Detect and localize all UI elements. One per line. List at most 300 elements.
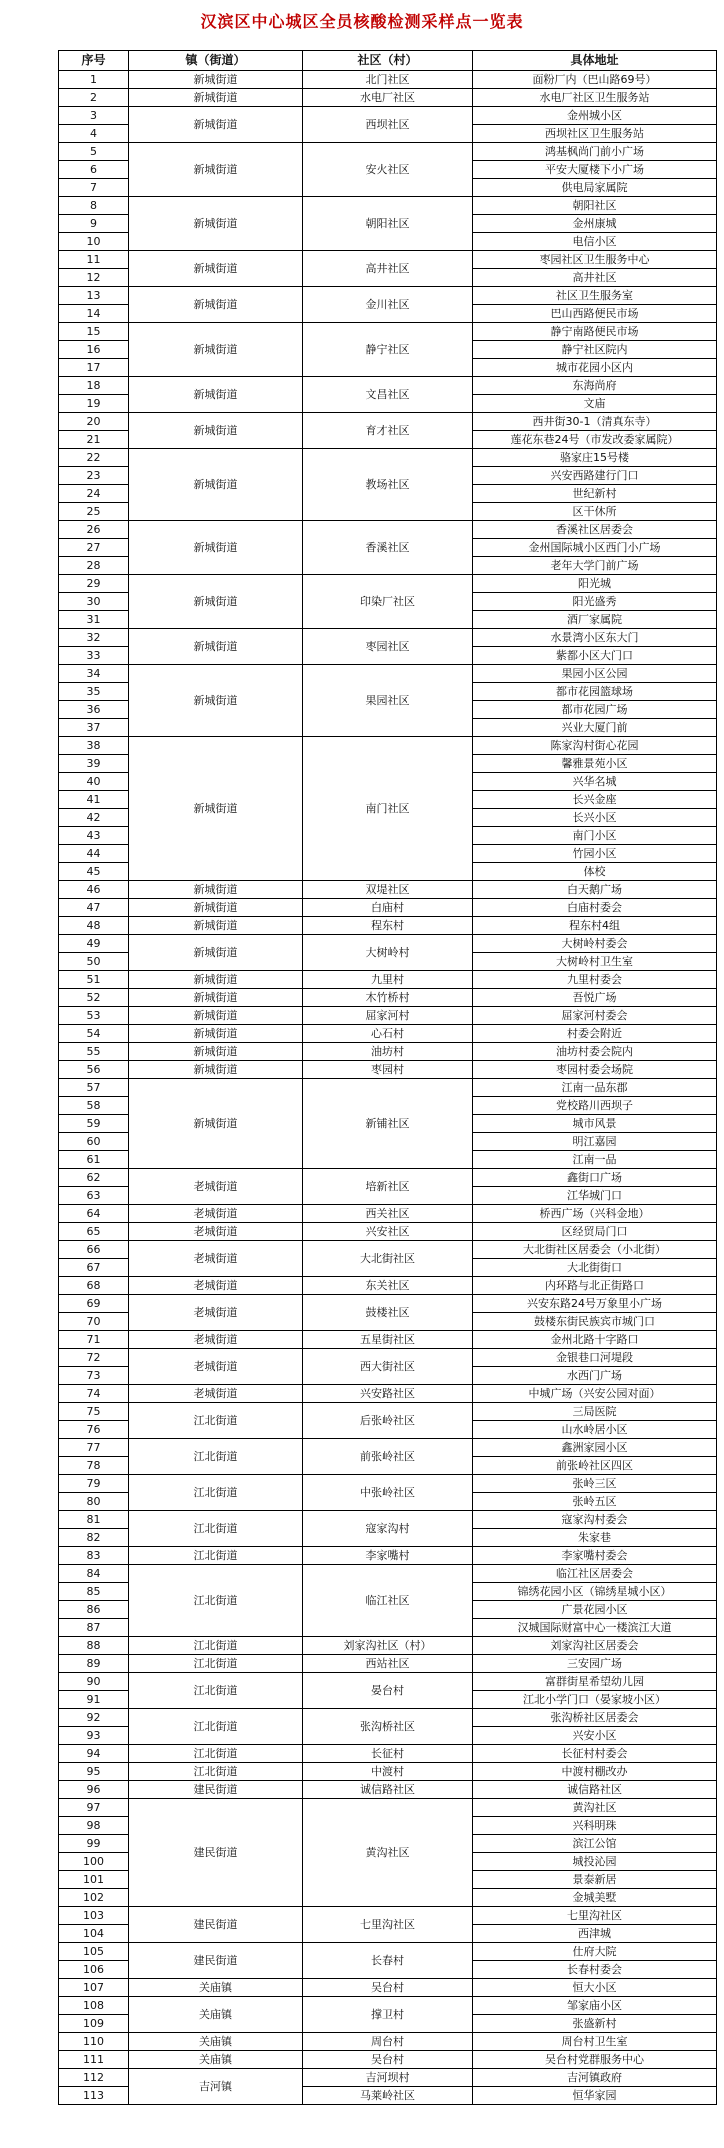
cell-street: 新城街道 <box>129 323 303 377</box>
sampling-site-table <box>58 50 717 2105</box>
cell-serial: 109 <box>59 2015 129 2033</box>
cell-street: 建民街道 <box>129 1799 303 1907</box>
cell-street: 新城街道 <box>129 143 303 197</box>
table-row <box>59 1781 717 1799</box>
table-row <box>59 1349 717 1367</box>
cell-serial: 70 <box>59 1313 129 1331</box>
cell-street: 江北街道 <box>129 1475 303 1511</box>
cell-serial: 15 <box>59 323 129 341</box>
cell-community: 朝阳社区 <box>303 197 473 251</box>
cell-serial: 13 <box>59 287 129 305</box>
cell-serial: 5 <box>59 143 129 161</box>
cell-serial: 39 <box>59 755 129 773</box>
cell-address: 周台村卫生室 <box>473 2033 717 2051</box>
table-row <box>59 2033 717 2051</box>
cell-serial: 100 <box>59 1853 129 1871</box>
table-row <box>59 899 717 917</box>
cell-address: 区经贸局门口 <box>473 1223 717 1241</box>
cell-street: 新城街道 <box>129 629 303 665</box>
cell-community: 张沟桥社区 <box>303 1709 473 1745</box>
table-row <box>59 737 717 755</box>
cell-address: 世纪新村 <box>473 485 717 503</box>
table-header-row <box>59 51 717 71</box>
table-row <box>59 629 717 647</box>
cell-street: 建民街道 <box>129 1907 303 1943</box>
cell-address: 兴安西路建行门口 <box>473 467 717 485</box>
cell-community: 静宁社区 <box>303 323 473 377</box>
cell-community: 前张岭社区 <box>303 1439 473 1475</box>
cell-serial: 20 <box>59 413 129 431</box>
cell-serial: 107 <box>59 1979 129 1997</box>
table-row <box>59 1331 717 1349</box>
cell-street: 江北街道 <box>129 1565 303 1637</box>
cell-serial: 54 <box>59 1025 129 1043</box>
table-row <box>59 1205 717 1223</box>
cell-address: 吉河镇政府 <box>473 2069 717 2087</box>
cell-address: 大北街街口 <box>473 1259 717 1277</box>
cell-street: 关庙镇 <box>129 2033 303 2051</box>
table-row <box>59 1511 717 1529</box>
cell-address: 李家嘴村委会 <box>473 1547 717 1565</box>
cell-street: 新城街道 <box>129 575 303 629</box>
cell-address: 馨雅景苑小区 <box>473 755 717 773</box>
cell-address: 张岭五区 <box>473 1493 717 1511</box>
cell-serial: 30 <box>59 593 129 611</box>
table-row <box>59 143 717 161</box>
cell-address: 西津城 <box>473 1925 717 1943</box>
cell-street: 新城街道 <box>129 287 303 323</box>
table-row <box>59 323 717 341</box>
cell-community: 印染厂社区 <box>303 575 473 629</box>
cell-street: 老城街道 <box>129 1277 303 1295</box>
cell-community: 新铺社区 <box>303 1079 473 1169</box>
table-row <box>59 107 717 125</box>
cell-serial: 96 <box>59 1781 129 1799</box>
cell-community: 刘家沟社区（村） <box>303 1637 473 1655</box>
cell-address: 三安园广场 <box>473 1655 717 1673</box>
cell-serial: 104 <box>59 1925 129 1943</box>
cell-address: 水电厂社区卫生服务站 <box>473 89 717 107</box>
cell-address: 酒厂家属院 <box>473 611 717 629</box>
cell-address: 山水岭居小区 <box>473 1421 717 1439</box>
cell-community: 油坊村 <box>303 1043 473 1061</box>
cell-serial: 83 <box>59 1547 129 1565</box>
cell-community: 西关社区 <box>303 1205 473 1223</box>
cell-community: 中渡村 <box>303 1763 473 1781</box>
cell-address: 江南一品 <box>473 1151 717 1169</box>
cell-street: 新城街道 <box>129 899 303 917</box>
cell-address: 江华城门口 <box>473 1187 717 1205</box>
cell-address: 恒大小区 <box>473 1979 717 1997</box>
cell-serial: 46 <box>59 881 129 899</box>
cell-street: 新城街道 <box>129 881 303 899</box>
cell-serial: 3 <box>59 107 129 125</box>
cell-serial: 25 <box>59 503 129 521</box>
cell-community: 教场社区 <box>303 449 473 521</box>
cell-address: 莲花东巷24号（市发改委家属院） <box>473 431 717 449</box>
cell-address: 果园小区公园 <box>473 665 717 683</box>
cell-address: 静宁社区院内 <box>473 341 717 359</box>
cell-community: 诚信路社区 <box>303 1781 473 1799</box>
cell-address: 朱家巷 <box>473 1529 717 1547</box>
cell-street: 新城街道 <box>129 1043 303 1061</box>
cell-address: 诚信路社区 <box>473 1781 717 1799</box>
table-row <box>59 1061 717 1079</box>
cell-serial: 85 <box>59 1583 129 1601</box>
cell-serial: 43 <box>59 827 129 845</box>
cell-community: 木竹桥村 <box>303 989 473 1007</box>
cell-street: 新城街道 <box>129 1007 303 1025</box>
table-row <box>59 575 717 593</box>
cell-serial: 37 <box>59 719 129 737</box>
cell-serial: 49 <box>59 935 129 953</box>
cell-address: 滨江公馆 <box>473 1835 717 1853</box>
cell-address: 长兴小区 <box>473 809 717 827</box>
cell-serial: 98 <box>59 1817 129 1835</box>
cell-address: 邹家庙小区 <box>473 1997 717 2015</box>
cell-address: 白庙村委会 <box>473 899 717 917</box>
cell-serial: 112 <box>59 2069 129 2087</box>
cell-address: 兴安东路24号万象里小广场 <box>473 1295 717 1313</box>
cell-serial: 81 <box>59 1511 129 1529</box>
cell-address: 西坝社区卫生服务站 <box>473 125 717 143</box>
cell-serial: 74 <box>59 1385 129 1403</box>
cell-serial: 105 <box>59 1943 129 1961</box>
cell-serial: 48 <box>59 917 129 935</box>
cell-address: 长春村委会 <box>473 1961 717 1979</box>
cell-street: 建民街道 <box>129 1781 303 1799</box>
cell-street: 江北街道 <box>129 1655 303 1673</box>
cell-street: 老城街道 <box>129 1295 303 1331</box>
cell-street: 老城街道 <box>129 1349 303 1385</box>
cell-community: 屈家河村 <box>303 1007 473 1025</box>
cell-serial: 68 <box>59 1277 129 1295</box>
cell-serial: 34 <box>59 665 129 683</box>
cell-address: 富群街星希望幼儿园 <box>473 1673 717 1691</box>
table-row <box>59 1673 717 1691</box>
cell-serial: 29 <box>59 575 129 593</box>
cell-serial: 101 <box>59 1871 129 1889</box>
cell-address: 寇家沟村委会 <box>473 1511 717 1529</box>
cell-serial: 8 <box>59 197 129 215</box>
table-row <box>59 989 717 1007</box>
cell-serial: 24 <box>59 485 129 503</box>
cell-street: 新城街道 <box>129 377 303 413</box>
table-row <box>59 917 717 935</box>
table-body <box>59 71 717 2105</box>
table-row <box>59 449 717 467</box>
cell-serial: 59 <box>59 1115 129 1133</box>
table-row <box>59 1709 717 1727</box>
cell-serial: 40 <box>59 773 129 791</box>
cell-address: 都市花园篮球场 <box>473 683 717 701</box>
cell-address: 金州国际城小区西门小广场 <box>473 539 717 557</box>
cell-serial: 44 <box>59 845 129 863</box>
cell-address: 内环路与北正街路口 <box>473 1277 717 1295</box>
cell-community: 寇家沟村 <box>303 1511 473 1547</box>
cell-serial: 106 <box>59 1961 129 1979</box>
cell-serial: 87 <box>59 1619 129 1637</box>
cell-street: 新城街道 <box>129 521 303 575</box>
cell-serial: 76 <box>59 1421 129 1439</box>
cell-community: 西坝社区 <box>303 107 473 143</box>
cell-community: 北门社区 <box>303 71 473 89</box>
cell-address: 油坊村委会院内 <box>473 1043 717 1061</box>
cell-address: 金州城小区 <box>473 107 717 125</box>
cell-serial: 50 <box>59 953 129 971</box>
cell-serial: 73 <box>59 1367 129 1385</box>
cell-address: 广景花园小区 <box>473 1601 717 1619</box>
cell-address: 仕府大院 <box>473 1943 717 1961</box>
cell-street: 老城街道 <box>129 1331 303 1349</box>
cell-serial: 64 <box>59 1205 129 1223</box>
table-row <box>59 1997 717 2015</box>
cell-address: 九里村委会 <box>473 971 717 989</box>
cell-address: 江南一品东郡 <box>473 1079 717 1097</box>
cell-community: 文昌社区 <box>303 377 473 413</box>
table-row <box>59 971 717 989</box>
cell-community: 香溪社区 <box>303 521 473 575</box>
cell-address: 张沟桥社区居委会 <box>473 1709 717 1727</box>
cell-serial: 32 <box>59 629 129 647</box>
cell-street: 新城街道 <box>129 251 303 287</box>
cell-address: 张盛新村 <box>473 2015 717 2033</box>
cell-address: 白天鹅广场 <box>473 881 717 899</box>
cell-community: 大北街社区 <box>303 1241 473 1277</box>
table-row <box>59 377 717 395</box>
cell-address: 党校路川西坝子 <box>473 1097 717 1115</box>
cell-serial: 4 <box>59 125 129 143</box>
cell-street: 关庙镇 <box>129 1997 303 2033</box>
cell-street: 江北街道 <box>129 1511 303 1547</box>
cell-community: 果园社区 <box>303 665 473 737</box>
cell-serial: 63 <box>59 1187 129 1205</box>
cell-address: 社区卫生服务室 <box>473 287 717 305</box>
cell-serial: 94 <box>59 1745 129 1763</box>
cell-address: 明江嘉园 <box>473 1133 717 1151</box>
cell-address: 鸿基枫尚门前小广场 <box>473 143 717 161</box>
cell-street: 新城街道 <box>129 1061 303 1079</box>
cell-community: 兴安路社区 <box>303 1385 473 1403</box>
cell-serial: 66 <box>59 1241 129 1259</box>
cell-community: 长征村 <box>303 1745 473 1763</box>
cell-serial: 17 <box>59 359 129 377</box>
cell-serial: 82 <box>59 1529 129 1547</box>
cell-address: 长征村村委会 <box>473 1745 717 1763</box>
cell-serial: 2 <box>59 89 129 107</box>
cell-serial: 72 <box>59 1349 129 1367</box>
cell-address: 枣园社区卫生服务中心 <box>473 251 717 269</box>
table-row <box>59 1979 717 1997</box>
cell-address: 香溪社区居委会 <box>473 521 717 539</box>
cell-community: 黄沟社区 <box>303 1799 473 1907</box>
cell-community: 长春村 <box>303 1943 473 1979</box>
cell-address: 长兴金座 <box>473 791 717 809</box>
cell-serial: 36 <box>59 701 129 719</box>
cell-address: 桥西广场（兴科金地） <box>473 1205 717 1223</box>
cell-address: 体校 <box>473 863 717 881</box>
cell-serial: 111 <box>59 2051 129 2069</box>
cell-address: 前张岭社区四区 <box>473 1457 717 1475</box>
cell-community: 枣园社区 <box>303 629 473 665</box>
cell-address: 供电局家属院 <box>473 179 717 197</box>
table-row <box>59 1439 717 1457</box>
cell-serial: 61 <box>59 1151 129 1169</box>
cell-address: 汉城国际财富中心一楼滨江大道 <box>473 1619 717 1637</box>
cell-serial: 23 <box>59 467 129 485</box>
table-row <box>59 197 717 215</box>
cell-serial: 41 <box>59 791 129 809</box>
table-row <box>59 1565 717 1583</box>
cell-address: 大树岭村卫生室 <box>473 953 717 971</box>
table-row <box>59 881 717 899</box>
header-serial: 序号 <box>59 51 129 71</box>
cell-serial: 102 <box>59 1889 129 1907</box>
cell-serial: 84 <box>59 1565 129 1583</box>
table-row <box>59 71 717 89</box>
cell-community: 程东村 <box>303 917 473 935</box>
cell-address: 紫都小区大门口 <box>473 647 717 665</box>
cell-community: 安火社区 <box>303 143 473 197</box>
cell-street: 新城街道 <box>129 917 303 935</box>
cell-serial: 28 <box>59 557 129 575</box>
cell-address: 平安大厦楼下小广场 <box>473 161 717 179</box>
cell-street: 江北街道 <box>129 1439 303 1475</box>
cell-address: 城市花园小区内 <box>473 359 717 377</box>
cell-serial: 18 <box>59 377 129 395</box>
cell-address: 黄沟社区 <box>473 1799 717 1817</box>
cell-address: 鑫街口广场 <box>473 1169 717 1187</box>
cell-serial: 27 <box>59 539 129 557</box>
cell-address: 阳光盛秀 <box>473 593 717 611</box>
cell-serial: 58 <box>59 1097 129 1115</box>
cell-serial: 95 <box>59 1763 129 1781</box>
cell-address: 鑫洲家园小区 <box>473 1439 717 1457</box>
cell-street: 新城街道 <box>129 665 303 737</box>
page-title: 汉滨区中心城区全员核酸检测采样点一览表 <box>200 12 524 31</box>
cell-community: 培新社区 <box>303 1169 473 1205</box>
cell-street: 新城街道 <box>129 197 303 251</box>
cell-serial: 10 <box>59 233 129 251</box>
table-row <box>59 1043 717 1061</box>
cell-serial: 47 <box>59 899 129 917</box>
cell-serial: 19 <box>59 395 129 413</box>
cell-street: 江北街道 <box>129 1763 303 1781</box>
cell-street: 新城街道 <box>129 935 303 971</box>
cell-serial: 53 <box>59 1007 129 1025</box>
cell-address: 文庙 <box>473 395 717 413</box>
cell-serial: 67 <box>59 1259 129 1277</box>
cell-community: 撑卫村 <box>303 1997 473 2033</box>
cell-community: 枣园村 <box>303 1061 473 1079</box>
table-row <box>59 1295 717 1313</box>
cell-community: 鼓楼社区 <box>303 1295 473 1331</box>
cell-community: 西大街社区 <box>303 1349 473 1385</box>
cell-address: 陈家沟村街心花园 <box>473 737 717 755</box>
cell-serial: 69 <box>59 1295 129 1313</box>
cell-serial: 65 <box>59 1223 129 1241</box>
cell-serial: 91 <box>59 1691 129 1709</box>
cell-street: 新城街道 <box>129 107 303 143</box>
cell-serial: 33 <box>59 647 129 665</box>
cell-address: 张岭三区 <box>473 1475 717 1493</box>
cell-community: 七里沟社区 <box>303 1907 473 1943</box>
cell-serial: 75 <box>59 1403 129 1421</box>
table-row <box>59 1241 717 1259</box>
cell-street: 新城街道 <box>129 413 303 449</box>
cell-serial: 1 <box>59 71 129 89</box>
header-community: 社区（村） <box>303 51 473 71</box>
cell-serial: 12 <box>59 269 129 287</box>
cell-community: 吴台村 <box>303 2051 473 2069</box>
cell-street: 老城街道 <box>129 1223 303 1241</box>
cell-street: 关庙镇 <box>129 2051 303 2069</box>
cell-community: 高井社区 <box>303 251 473 287</box>
table-row <box>59 89 717 107</box>
cell-address: 西井街30-1（清真东寺） <box>473 413 717 431</box>
table-row <box>59 1079 717 1097</box>
cell-address: 景泰新居 <box>473 1871 717 1889</box>
cell-address: 面粉厂内（巴山路69号） <box>473 71 717 89</box>
cell-address: 静宁南路便民市场 <box>473 323 717 341</box>
table-row <box>59 1763 717 1781</box>
table-row <box>59 665 717 683</box>
cell-street: 江北街道 <box>129 1403 303 1439</box>
table-row <box>59 2069 717 2087</box>
cell-serial: 103 <box>59 1907 129 1925</box>
cell-street: 老城街道 <box>129 1169 303 1205</box>
cell-street: 建民街道 <box>129 1943 303 1979</box>
cell-serial: 35 <box>59 683 129 701</box>
cell-serial: 26 <box>59 521 129 539</box>
cell-serial: 108 <box>59 1997 129 2015</box>
cell-address: 临江社区居委会 <box>473 1565 717 1583</box>
cell-address: 吾悦广场 <box>473 989 717 1007</box>
cell-community: 金川社区 <box>303 287 473 323</box>
cell-address: 金州康城 <box>473 215 717 233</box>
cell-street: 关庙镇 <box>129 1979 303 1997</box>
cell-serial: 22 <box>59 449 129 467</box>
cell-serial: 78 <box>59 1457 129 1475</box>
cell-address: 屈家河村委会 <box>473 1007 717 1025</box>
cell-community: 临江社区 <box>303 1565 473 1637</box>
cell-address: 中渡村棚改办 <box>473 1763 717 1781</box>
cell-address: 村委会附近 <box>473 1025 717 1043</box>
cell-community: 西站社区 <box>303 1655 473 1673</box>
cell-community: 晏台村 <box>303 1673 473 1709</box>
cell-address: 刘家沟社区居委会 <box>473 1637 717 1655</box>
cell-address: 大北街社区居委会（小北街） <box>473 1241 717 1259</box>
cell-community: 马莱岭社区 <box>303 2087 473 2105</box>
cell-address: 锦绣花园小区（锦绣星城小区） <box>473 1583 717 1601</box>
cell-community: 吴台村 <box>303 1979 473 1997</box>
cell-address: 城投沁园 <box>473 1853 717 1871</box>
cell-community: 兴安社区 <box>303 1223 473 1241</box>
cell-street: 老城街道 <box>129 1241 303 1277</box>
cell-street: 江北街道 <box>129 1637 303 1655</box>
cell-address: 金州北路十字路口 <box>473 1331 717 1349</box>
cell-community: 李家嘴村 <box>303 1547 473 1565</box>
cell-address: 城市风景 <box>473 1115 717 1133</box>
cell-address: 金城美墅 <box>473 1889 717 1907</box>
cell-serial: 97 <box>59 1799 129 1817</box>
table-row <box>59 1403 717 1421</box>
cell-serial: 42 <box>59 809 129 827</box>
table-row <box>59 1385 717 1403</box>
cell-community: 中张岭社区 <box>303 1475 473 1511</box>
cell-street: 江北街道 <box>129 1709 303 1745</box>
cell-address: 七里沟社区 <box>473 1907 717 1925</box>
